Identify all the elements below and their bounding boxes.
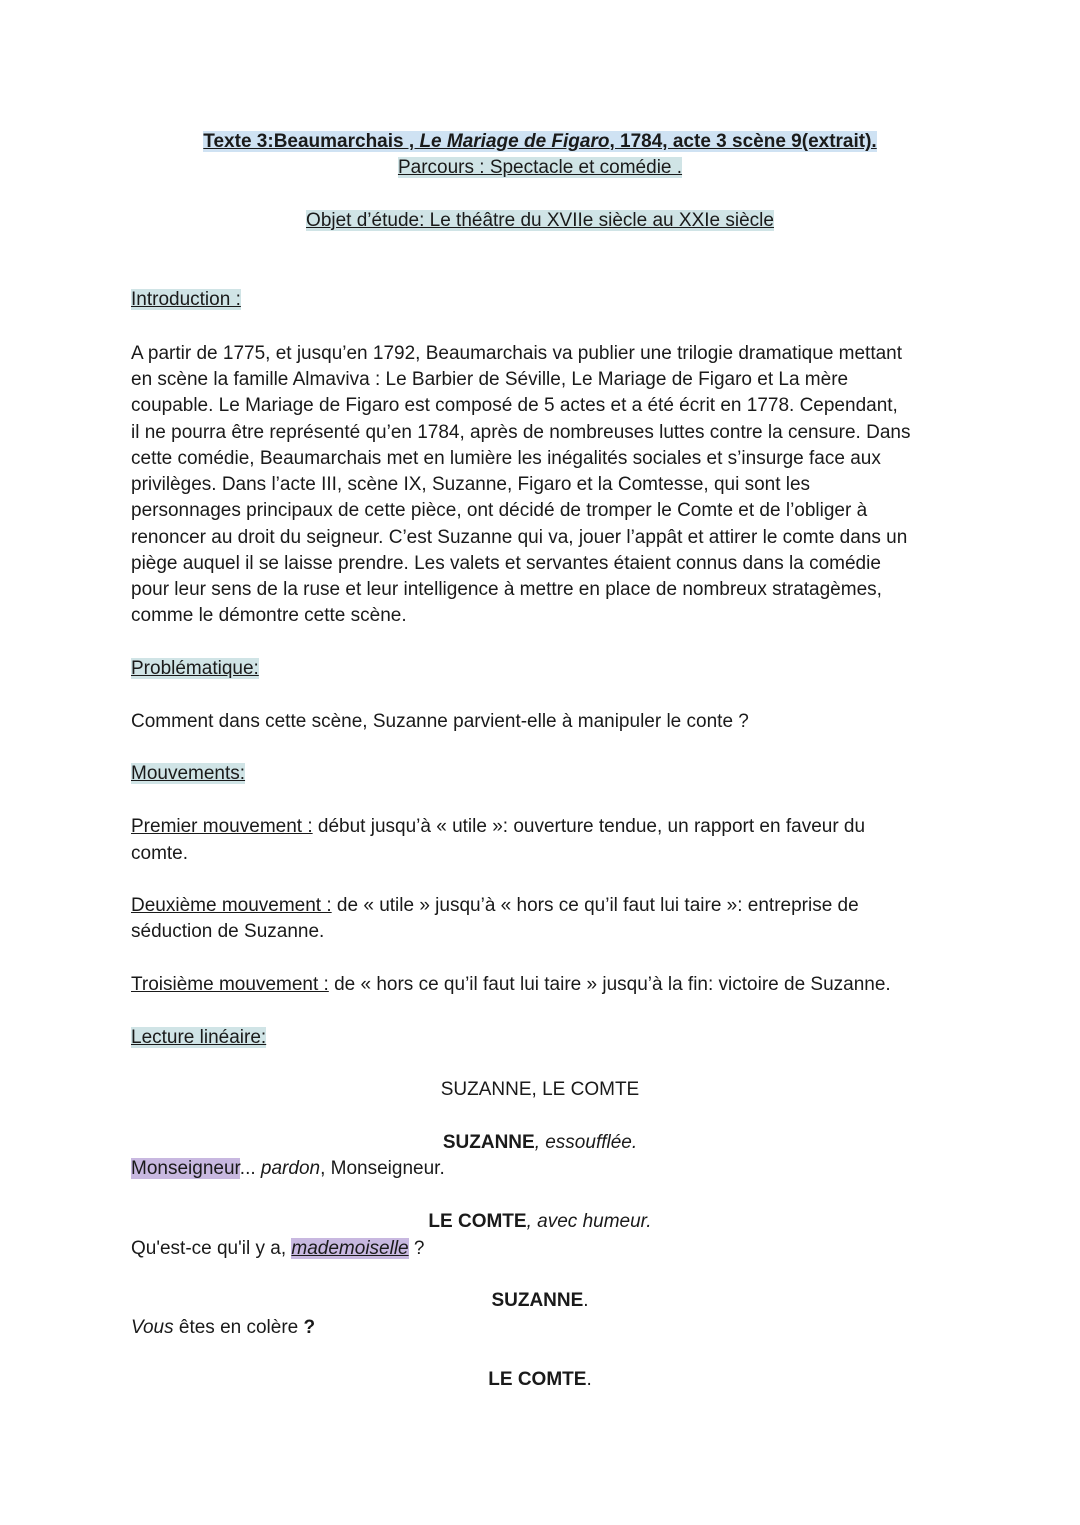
- objet-line: Objet d’étude: Le théâtre du XVIIe siècle au XXIe siècle: [306, 210, 774, 231]
- intro-line: cette comédie, Beaumarchais met en lumière les inégalités sociales et s’insurge face aux: [131, 448, 881, 469]
- document-title: [0, 129, 1080, 155]
- replique-comte-1: Qu'est-ce qu'il y a, mademoiselle ?: [131, 1238, 425, 1259]
- highlight-monseigneur: Monseigneur: [131, 1158, 240, 1179]
- speaker-suzanne-1: SUZANNE, essoufflée.: [442, 1132, 638, 1153]
- mouvement-2-cont: séduction de Suzanne.: [131, 921, 325, 942]
- replique-suzanne-2: Vous êtes en colère ?: [131, 1317, 316, 1338]
- mouvement-1: Premier mouvement : début jusqu’à « utile »: ouverture tendue, un rapport en faveur du: [131, 816, 866, 837]
- mouvement-2: Deuxième mouvement : de « utile » jusqu’à « hors ce qu’il faut lui taire »: entreprise de: [131, 895, 859, 916]
- intro-line: A partir de 1775, et jusqu’en 1792, Beaumarchais va publier une trilogie dramatique mettant: [131, 343, 903, 364]
- problematique-heading: Problématique:: [131, 658, 259, 679]
- intro-line: comme le démontre cette scène.: [131, 605, 407, 626]
- intro-line: renoncer au droit du seigneur. C’est Suzanne qui va, jouer l’appât et attirer le comte dans un: [131, 527, 908, 548]
- intro-line: pour leur sens de la ruse et leur intelligence à mettre en place de nombreux stratagèmes,: [131, 579, 882, 600]
- title-highlight: Texte 3:Beaumarchais , Le Mariage de Figaro, 1784, acte 3 scène 9(extrait).: [203, 131, 877, 152]
- mouvements-heading: Mouvements:: [131, 763, 246, 784]
- mouvement-1-cont: comte.: [131, 843, 189, 864]
- intro-line: privilèges. Dans l’acte III, scène IX, Suzanne, Figaro et la Comtesse, qui sont les: [131, 474, 811, 495]
- introduction-heading: Introduction :: [131, 289, 241, 310]
- intro-line: il ne pourra être représenté qu’en 1784, après de nombreuses luttes contre la censure. Dans: [131, 422, 911, 443]
- mouvement-label: Premier mouvement :: [131, 816, 313, 837]
- scene-characters: SUZANNE, LE COMTE: [440, 1079, 640, 1100]
- parcours-line: Parcours : Spectacle et comédie .: [397, 157, 683, 178]
- speaker-suzanne-2: SUZANNE.: [491, 1290, 589, 1311]
- intro-line: personnages principaux de cette pièce, ont décidé de tromper le Comte et de l’obliger à: [131, 500, 868, 521]
- replique-suzanne-1: Monseigneur... pardon, Monseigneur.: [131, 1158, 445, 1179]
- problematique-text: Comment dans cette scène, Suzanne parvient-elle à manipuler le conte ?: [131, 711, 749, 732]
- highlight-mademoiselle: mademoiselle: [291, 1238, 409, 1259]
- intro-line: en scène la famille Almaviva : Le Barbier de Séville, Le Mariage de Figaro et La mère: [131, 369, 849, 390]
- speaker-comte-2: LE COMTE.: [488, 1369, 592, 1390]
- mouvement-label: Deuxième mouvement :: [131, 895, 332, 916]
- lecture-heading: Lecture linéaire:: [131, 1027, 267, 1048]
- intro-line: piège auquel il se laisse prendre. Les valets et servantes étaient connus dans la comédie: [131, 553, 881, 574]
- mouvement-label: Troisième mouvement :: [131, 974, 329, 995]
- mouvement-3: Troisième mouvement : de « hors ce qu’il faut lui taire » jusqu’à la fin: victoire de Suzanne.: [131, 974, 891, 995]
- speaker-comte-1: LE COMTE, avec humeur.: [428, 1211, 652, 1232]
- intro-line: coupable. Le Mariage de Figaro est composé de 5 actes et a été écrit en 1778. Cependant,: [131, 395, 898, 416]
